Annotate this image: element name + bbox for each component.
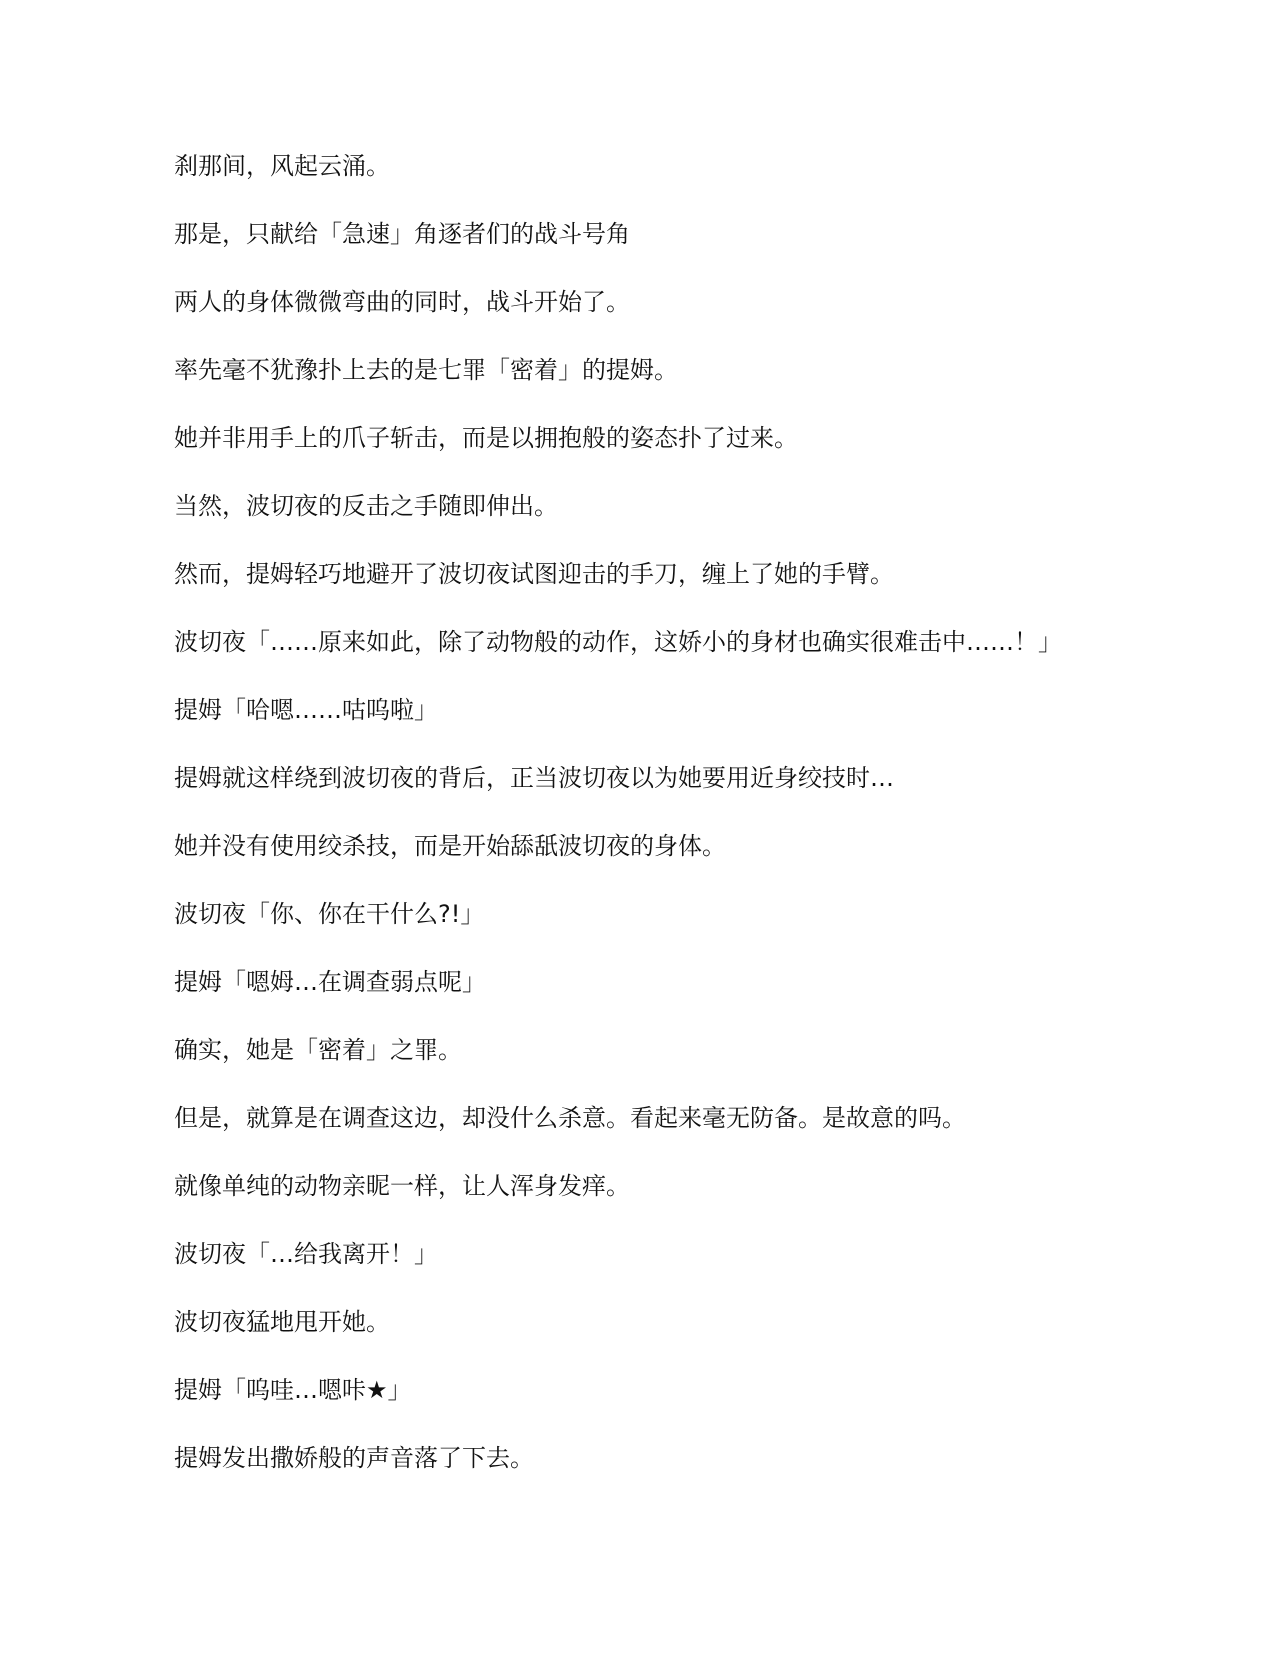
text-line: 波切夜猛地甩开她。 (174, 1308, 390, 1336)
text-line: 率先毫不犹豫扑上去的是七罪「密着」的提姆。 (174, 356, 678, 384)
dialogue-line: 波切夜「……原来如此，除了动物般的动作，这娇小的身材也确实很难击中……！」 (174, 628, 1062, 656)
text-line: 提姆就这样绕到波切夜的背后，正当波切夜以为她要用近身绞技时… (174, 764, 894, 792)
dialogue-line: 波切夜「你、你在干什么?!」 (174, 900, 485, 928)
text-line: 确实，她是「密着」之罪。 (174, 1036, 462, 1064)
text-line: 提姆发出撒娇般的声音落了下去。 (174, 1444, 534, 1472)
dialogue-line: 波切夜「…给我离开！」 (174, 1240, 438, 1268)
text-line: 就像单纯的动物亲昵一样，让人浑身发痒。 (174, 1172, 630, 1200)
story-text (174, 149, 1214, 1509)
dialogue-line: 提姆「哈嗯……咕呜啦」 (174, 696, 438, 724)
text-line: 她并没有使用绞杀技，而是开始舔舐波切夜的身体。 (174, 832, 726, 860)
dialogue-line: 提姆「呜哇…嗯咔★」 (174, 1376, 412, 1404)
text-line: 然而，提姆轻巧地避开了波切夜试图迎击的手刀，缠上了她的手臂。 (174, 560, 894, 588)
text-line: 她并非用手上的爪子斩击，而是以拥抱般的姿态扑了过来。 (174, 424, 798, 452)
dialogue-line: 提姆「嗯姆…在调查弱点呢」 (174, 968, 486, 996)
text-line: 那是，只献给「急速」角逐者们的战斗号角 (174, 220, 630, 248)
text-line: 刹那间，风起云涌。 (174, 152, 390, 180)
text-line: 两人的身体微微弯曲的同时，战斗开始了。 (174, 288, 630, 316)
text-line: 但是，就算是在调查这边，却没什么杀意。看起来毫无防备。是故意的吗。 (174, 1104, 966, 1132)
text-line: 当然，波切夜的反击之手随即伸出。 (174, 492, 558, 520)
